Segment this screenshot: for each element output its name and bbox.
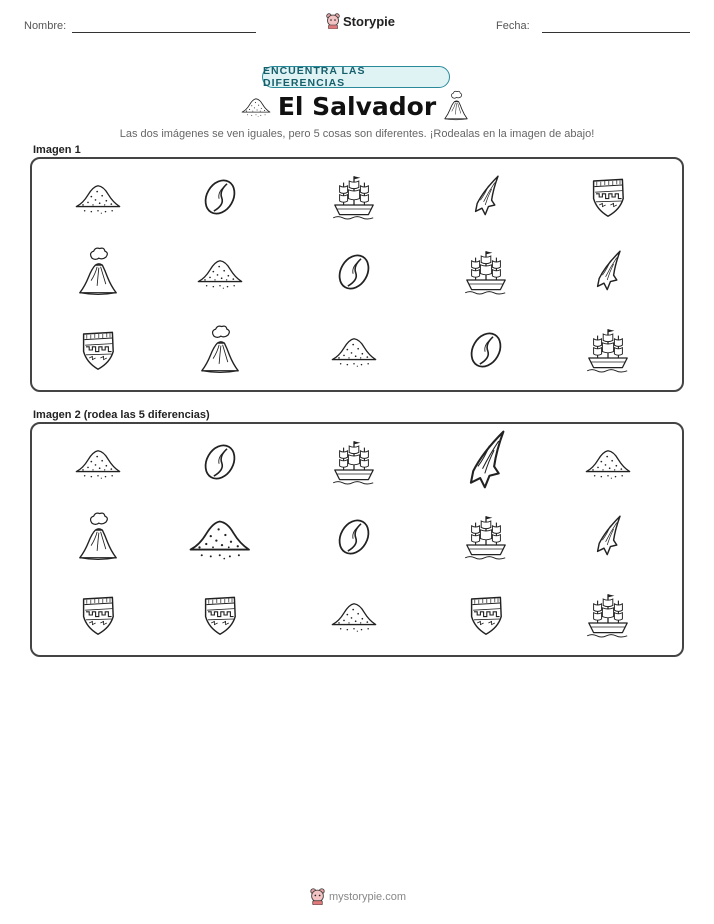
ship-icon	[330, 173, 378, 221]
image2-label: Imagen 2 (rodea las 5 diferencias)	[33, 409, 210, 421]
bear-icon	[326, 13, 340, 29]
sand-pile-icon	[583, 443, 633, 481]
date-label: Fecha:	[496, 20, 530, 32]
ship-icon	[584, 591, 632, 639]
arrowhead-icon	[588, 248, 628, 296]
vase-icon	[588, 174, 628, 220]
sand-pile-icon	[329, 331, 379, 369]
ship-icon	[462, 513, 510, 561]
volcano-icon	[76, 511, 120, 563]
sand-pile-icon	[186, 511, 254, 562]
arrowhead-icon	[457, 427, 515, 497]
arrowhead-icon	[588, 513, 628, 561]
volcano-icon	[198, 324, 242, 376]
volcano-icon	[440, 90, 472, 122]
bear-icon	[310, 888, 325, 905]
activity-pill: ENCUENTRA LAS DIFERENCIAS	[262, 66, 450, 88]
coffee-bean-icon	[332, 250, 376, 294]
ship-icon	[584, 326, 632, 374]
date-line[interactable]	[542, 32, 690, 33]
arrowhead-icon	[466, 173, 506, 221]
instructions: Las dos imágenes se ven iguales, pero 5 cosas son diferentes. ¡Rodealas en la imagen de abajo!	[119, 128, 595, 140]
coffee-bean-icon	[198, 440, 242, 484]
ship-icon	[462, 248, 510, 296]
vase-icon	[466, 592, 506, 638]
vase-icon	[78, 592, 118, 638]
coffee-bean-icon	[332, 515, 376, 559]
name-line[interactable]	[72, 32, 256, 33]
footer	[310, 888, 406, 905]
sand-pile-icon	[195, 253, 245, 291]
vase-icon	[78, 327, 118, 373]
coffee-bean-icon	[464, 328, 508, 372]
sand-pile-icon	[73, 178, 123, 216]
name-label: Nombre:	[24, 20, 67, 32]
vase-icon	[200, 592, 240, 638]
brand-name: Storypie	[343, 13, 396, 29]
image1-label: Imagen 1	[33, 144, 81, 156]
footer-url[interactable]: mystorypie.com	[329, 890, 407, 903]
coffee-bean-icon	[198, 175, 242, 219]
page-title: El Salvador	[277, 92, 437, 121]
sand-pile-icon	[329, 596, 379, 634]
brand-logo	[326, 13, 395, 29]
sand-pile-icon	[73, 443, 123, 481]
volcano-icon	[76, 246, 120, 298]
ship-icon	[330, 438, 378, 486]
